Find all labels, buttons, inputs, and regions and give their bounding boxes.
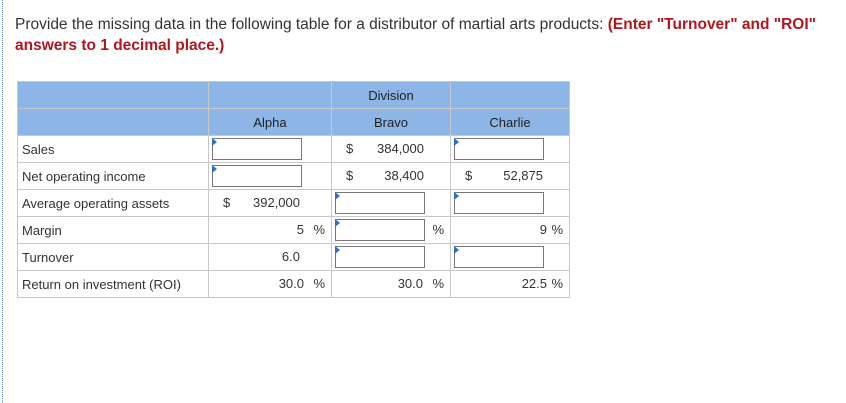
question-text xyxy=(15,14,835,56)
bravo-turnover-input[interactable] xyxy=(335,246,425,268)
input-marker-icon xyxy=(335,219,340,227)
charlie-roi-cell xyxy=(451,271,570,298)
charlie-assets-cell xyxy=(451,190,570,217)
alpha-margin-value: 5 xyxy=(296,222,304,237)
division-header: Division xyxy=(332,82,451,109)
charlie-margin-cell xyxy=(451,217,570,244)
row-label-margin: Margin xyxy=(18,217,209,244)
percent-sign: % xyxy=(432,276,444,291)
alpha-roi-cell xyxy=(209,271,332,298)
left-dotted-border xyxy=(2,0,3,403)
bravo-sales-value: 384,000 xyxy=(377,141,424,156)
percent-sign: % xyxy=(313,276,325,291)
input-marker-icon xyxy=(335,192,340,200)
bravo-margin-cell xyxy=(332,217,451,244)
percent-sign: % xyxy=(313,222,325,237)
charlie-assets-input[interactable] xyxy=(454,192,544,214)
alpha-assets-value: 392,000 xyxy=(253,195,300,210)
alpha-assets-cell xyxy=(209,190,332,217)
alpha-sales-cell xyxy=(209,136,332,163)
charlie-margin-value: 9 xyxy=(539,222,547,237)
input-marker-icon xyxy=(212,165,217,173)
dollar-sign: $ xyxy=(465,168,473,183)
row-label-roi: Return on investment (ROI) xyxy=(18,271,209,298)
charlie-turnover-input[interactable] xyxy=(454,246,544,268)
charlie-sales-input[interactable] xyxy=(454,138,544,160)
column-header-bravo: Bravo xyxy=(332,109,451,136)
input-marker-icon xyxy=(212,138,217,146)
bravo-roi-cell xyxy=(332,271,451,298)
bravo-noi-value: 38,400 xyxy=(384,168,424,183)
bravo-sales-cell xyxy=(332,136,451,163)
question-prompt: Provide the missing data in the following table for a distributor of martial arts products: xyxy=(15,16,604,33)
alpha-noi-input[interactable] xyxy=(212,165,302,187)
alpha-sales-input[interactable] xyxy=(212,138,302,160)
dollar-sign: $ xyxy=(346,141,354,156)
alpha-turnover-value: 6.0 xyxy=(281,249,300,264)
alpha-turnover-cell xyxy=(209,244,332,271)
row-label-assets: Average operating assets xyxy=(18,190,209,217)
percent-sign: % xyxy=(432,222,444,237)
row-label-noi: Net operating income xyxy=(18,163,209,190)
header-blank xyxy=(18,82,209,109)
bravo-assets-cell xyxy=(332,190,451,217)
charlie-roi-value: 22.5 xyxy=(521,276,547,291)
percent-sign: % xyxy=(551,222,563,237)
input-marker-icon xyxy=(335,246,340,254)
bravo-assets-input[interactable] xyxy=(335,192,425,214)
input-marker-icon xyxy=(454,246,459,254)
input-marker-icon xyxy=(454,138,459,146)
bravo-roi-value: 30.0 xyxy=(397,276,423,291)
row-label-turnover: Turnover xyxy=(18,244,209,271)
column-header-charlie: Charlie xyxy=(451,109,570,136)
dollar-sign: $ xyxy=(223,195,231,210)
row-label-sales: Sales xyxy=(18,136,209,163)
question-note: (Enter "Turnover" and "ROI" answers to 1 decimal place.) xyxy=(15,16,816,54)
charlie-noi-cell xyxy=(451,163,570,190)
charlie-sales-cell xyxy=(451,136,570,163)
alpha-roi-value: 30.0 xyxy=(278,276,304,291)
percent-sign: % xyxy=(551,276,563,291)
bravo-turnover-cell xyxy=(332,244,451,271)
alpha-margin-cell xyxy=(209,217,332,244)
bravo-margin-input[interactable] xyxy=(335,219,425,241)
charlie-turnover-cell xyxy=(451,244,570,271)
column-header-alpha: Alpha xyxy=(209,109,332,136)
input-marker-icon xyxy=(454,192,459,200)
data-table xyxy=(17,81,570,298)
alpha-noi-cell xyxy=(209,163,332,190)
bravo-noi-cell xyxy=(332,163,451,190)
charlie-noi-value: 52,875 xyxy=(503,168,543,183)
dollar-sign: $ xyxy=(346,168,354,183)
